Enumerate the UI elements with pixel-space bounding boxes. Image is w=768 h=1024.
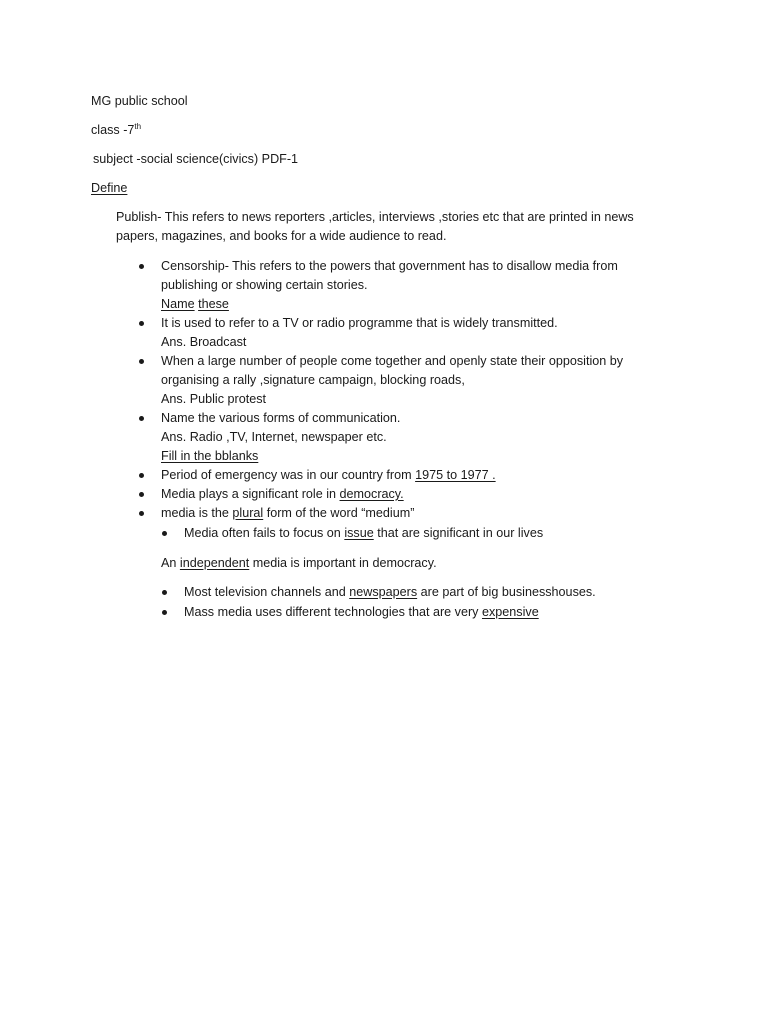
fill-expensive (184, 603, 539, 622)
fill-text: Mass media uses different technologies that are very (184, 605, 482, 619)
fill-blanks-heading: Fill in the bblanks (161, 449, 259, 463)
question-communication: Name the various forms of communication. (161, 411, 401, 425)
censorship-line1: Censorship- This refers to the powers that government has to disallow media from (161, 259, 618, 273)
name-these-heading (161, 295, 229, 314)
fill-answer: newspapers (349, 585, 418, 599)
fill-text: Media plays a significant role in (161, 487, 340, 501)
bullet-icon (139, 473, 144, 478)
subject-line: subject -social science(civics) PDF-1 (93, 152, 299, 166)
fill-emergency (161, 466, 496, 485)
bullet-icon (139, 492, 144, 497)
bullet-icon (139, 416, 144, 421)
define-heading: Define (91, 181, 128, 195)
class-text: class -7 (91, 123, 135, 137)
fill-answer: expensive (481, 605, 539, 619)
publish-definition-line1: Publish- This refers to news reporters ,articles, interviews ,stories etc that are printed in news (116, 210, 634, 224)
fill-text: that are significant in our lives (373, 526, 544, 540)
fill-newspapers (184, 583, 596, 602)
fill-answer: plural (232, 506, 264, 520)
fill-text: form of the word “medium” (263, 506, 415, 520)
name-heading-word1: Name (161, 297, 195, 311)
bullet-icon (162, 590, 167, 595)
fill-democracy (161, 485, 404, 504)
answer-communication: Ans. Radio ,TV, Internet, newspaper etc. (161, 430, 387, 444)
publish-definition-line2: papers, magazines, and books for a wide audience to read. (116, 229, 447, 243)
fill-text: Period of emergency was in our country from (161, 468, 416, 482)
fill-plural (161, 504, 414, 523)
fill-independent (161, 554, 437, 573)
answer-broadcast: Ans. Broadcast (161, 335, 247, 349)
question-broadcast: It is used to refer to a TV or radio programme that is widely transmitted. (161, 316, 558, 330)
fill-issue (184, 524, 543, 543)
fill-text: media is important in democracy. (249, 556, 437, 570)
answer-protest: Ans. Public protest (161, 392, 266, 406)
class-superscript: th (134, 121, 142, 131)
bullet-icon (139, 321, 144, 326)
fill-text: media is the (161, 506, 233, 520)
school-name: MG public school (91, 94, 188, 108)
name-heading-word2: these (198, 297, 229, 311)
class-line (91, 121, 141, 140)
question-protest-line1: When a large number of people come together and openly state their opposition by (161, 354, 624, 368)
censorship-line2: publishing or showing certain stories. (161, 278, 368, 292)
fill-text: An (161, 556, 180, 570)
fill-answer: independent (179, 556, 250, 570)
bullet-icon (162, 531, 167, 536)
fill-answer: issue (344, 526, 374, 540)
fill-text: are part of big businesshouses. (417, 585, 596, 599)
fill-answer: democracy. (339, 487, 404, 501)
fill-answer: 1975 to 1977 . (415, 468, 496, 482)
fill-text: Media often fails to focus on (184, 526, 345, 540)
bullet-icon (139, 264, 144, 269)
bullet-icon (139, 359, 144, 364)
question-protest-line2: organising a rally ,signature campaign, blocking roads, (161, 373, 465, 387)
fill-text: Most television channels and (184, 585, 350, 599)
bullet-icon (162, 610, 167, 615)
bullet-icon (139, 511, 144, 516)
